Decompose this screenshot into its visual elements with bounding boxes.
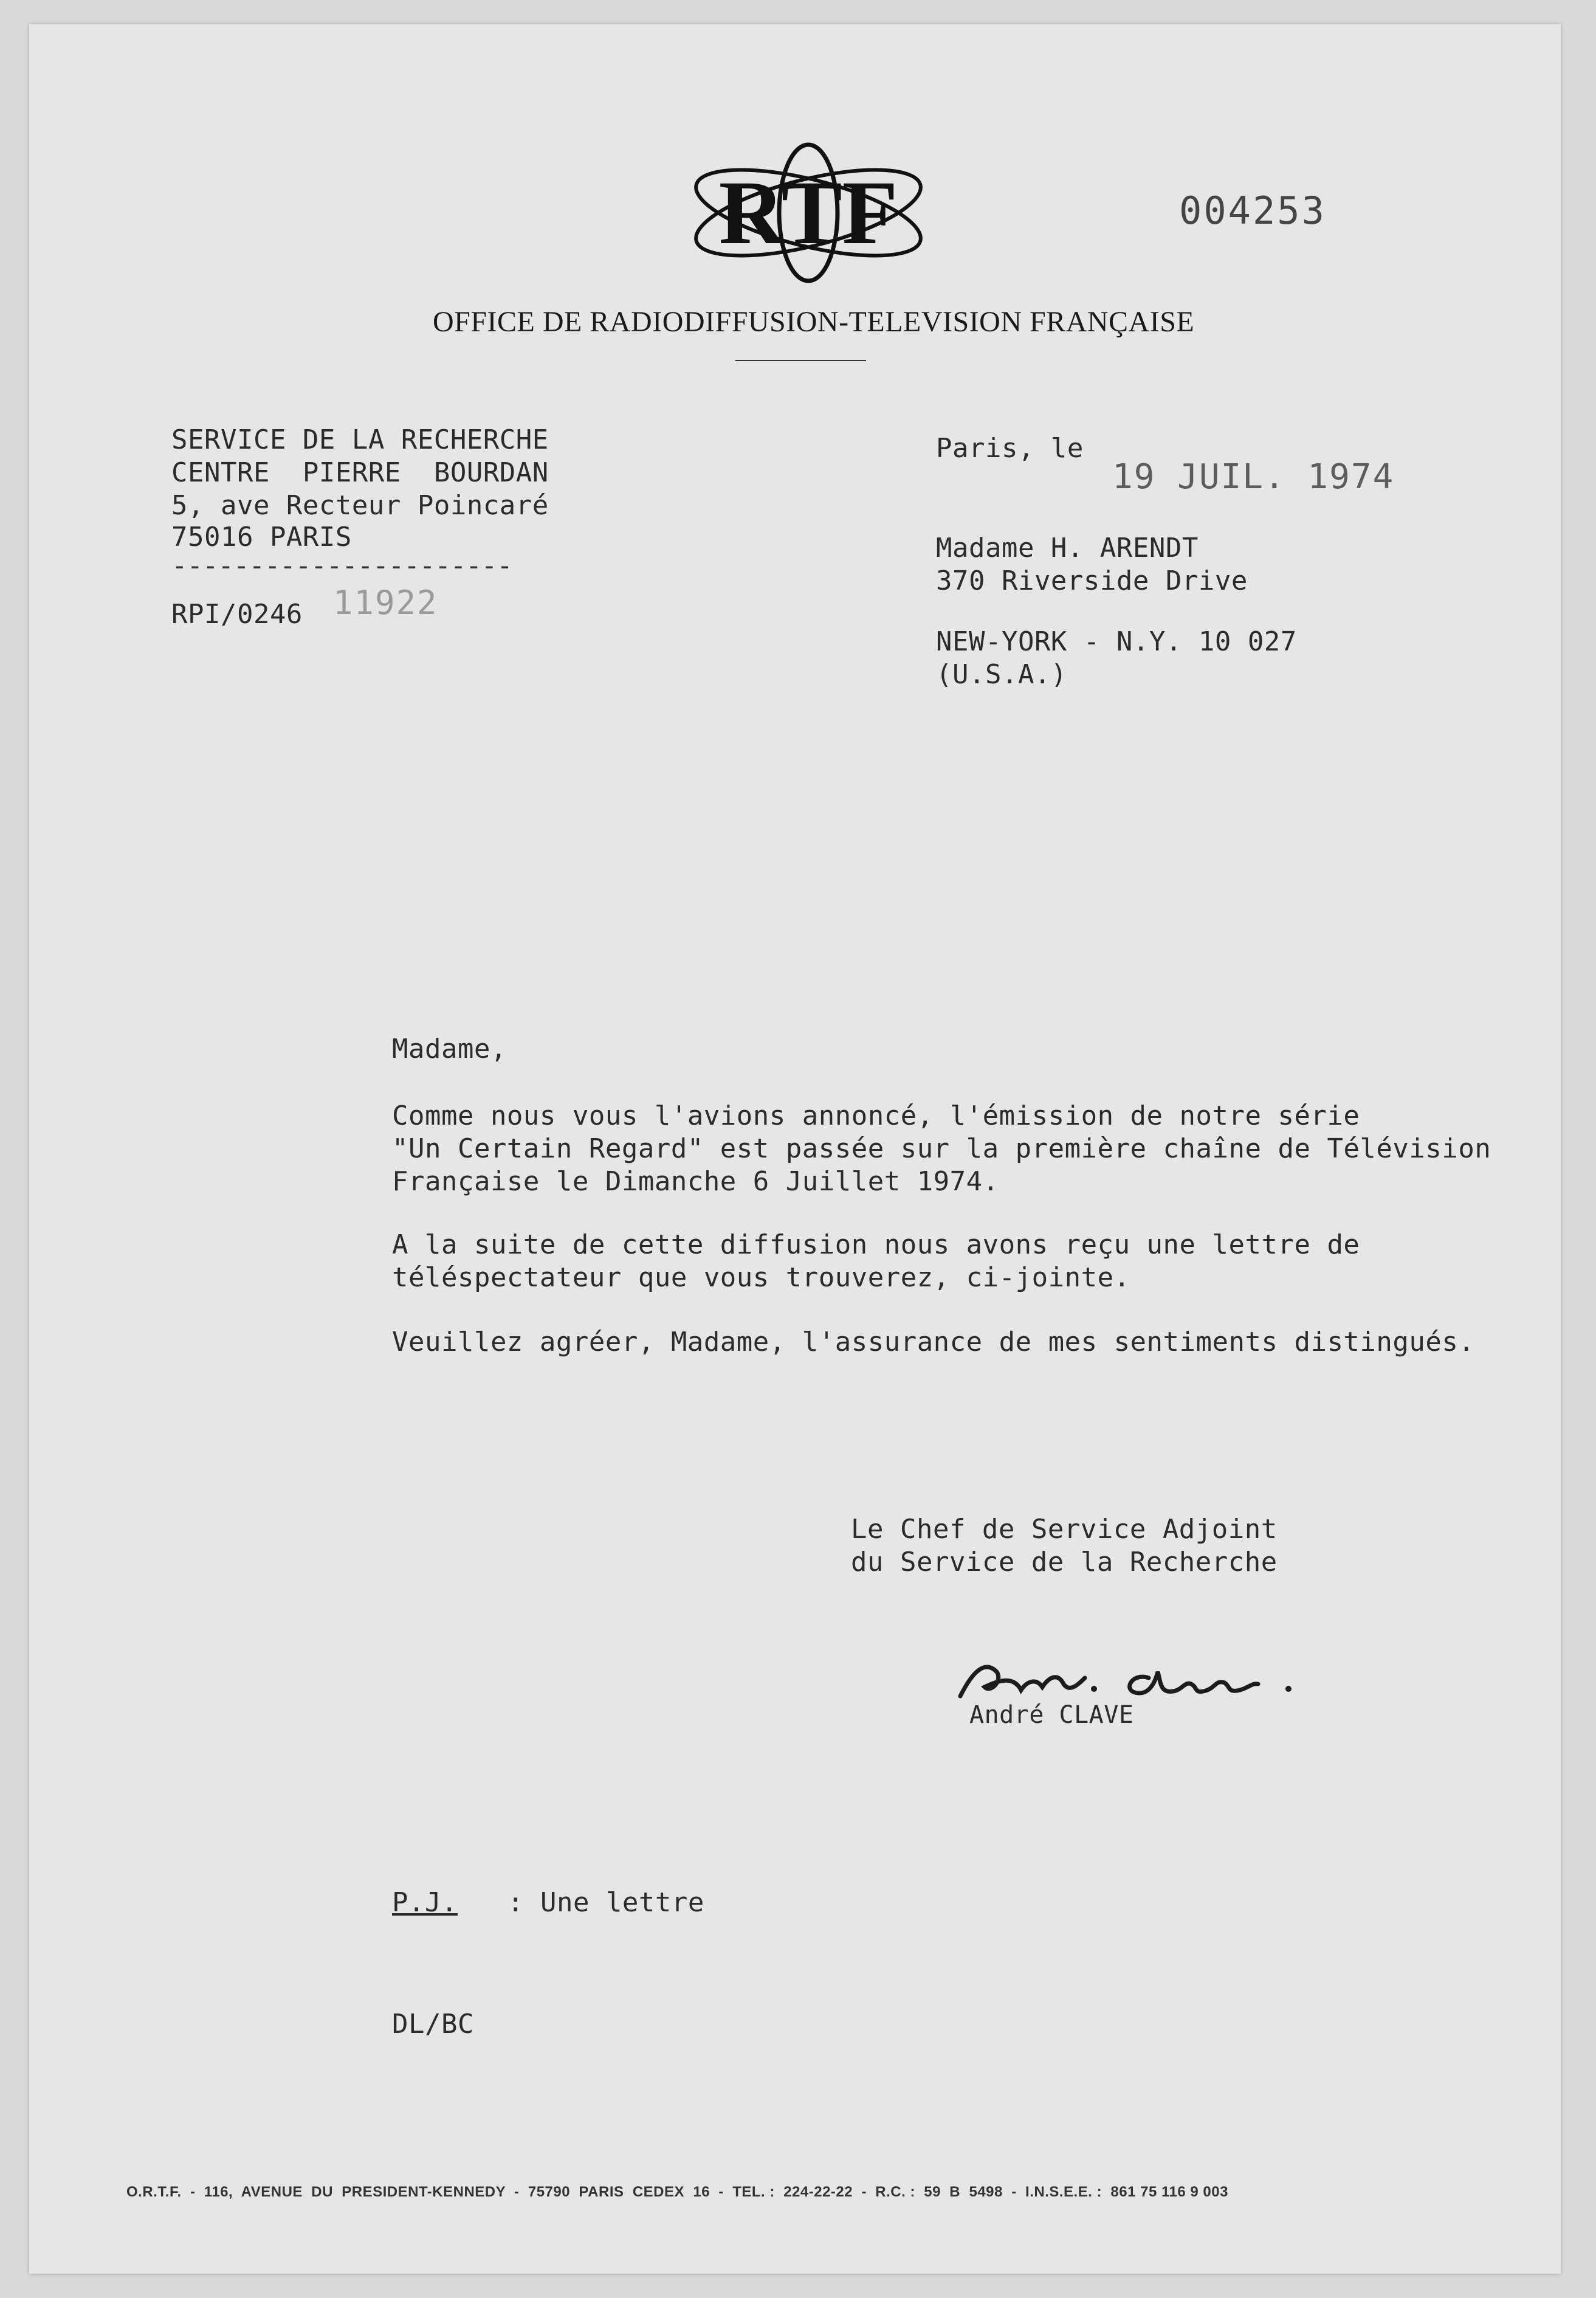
rtf-logo [681,137,936,289]
body-paragraph-1-line-1: Comme nous vous l'avions annoncé, l'émission de notre série [392,1100,1360,1131]
body-paragraph-1-line-2: "Un Certain Regard" est passée sur la première chaîne de Télévision [392,1133,1491,1164]
signer-title-line-2: du Service de la Recherche [851,1547,1278,1578]
recipient-line-1: Madame H. ARENDT [936,533,1199,564]
sender-line-1: SERVICE DE LA RECHERCHE [171,424,549,455]
enclosure-label: P.J. [392,1887,458,1918]
office-name: OFFICE DE RADIODIFFUSION-TELEVISION FRANÇAISE [433,306,1195,338]
letterhead-rule [735,360,866,361]
recipient-line-2: 370 Riverside Drive [936,565,1248,596]
signer-name: André CLAVE [969,1701,1134,1729]
body-paragraph-2-line-1: A la suite de cette diffusion nous avons reçu une lettre de [392,1229,1360,1260]
logo-text: RTF [718,162,898,263]
footer-address: O.R.T.F. - 116, AVENUE DU PRESIDENT-KENNEDY - 75790 PARIS CEDEX 16 - TEL. : 224-22-22 - R.C. : 59 B 5498 - I.N.S.E.E. : 861 75 116 9 003 [126,2184,1228,2200]
date-stamp: 19 JUIL. 1974 [1112,457,1395,497]
sender-divider: ---------------------- [171,550,512,581]
body-paragraph-3: Veuillez agréer, Madame, l'assurance de mes sentiments distingués. [392,1327,1475,1358]
sender-line-3: 5, ave Recteur Poincaré [171,490,549,521]
reference-stamp: 11922 [333,584,438,622]
sender-line-2: CENTRE PIERRE BOURDAN [171,457,549,488]
signer-title-line-1: Le Chef de Service Adjoint [851,1514,1278,1545]
sender-line-4: 75016 PARIS [171,522,352,553]
reference-code: RPI/0246 [171,599,303,630]
enclosure-text: : Une lettre [507,1887,704,1918]
body-paragraph-2-line-2: téléspectateur que vous trouverez, ci-jointe. [392,1262,1130,1293]
rtf-logo-graphic [681,137,936,289]
salutation: Madame, [392,1033,507,1064]
serial-number: 004253 [1179,188,1326,233]
recipient-line-3: NEW-YORK - N.Y. 10 027 [936,626,1297,657]
typist-initials: DL/BC [392,2009,474,2040]
body-paragraph-1-line-3: Française le Dimanche 6 Juillet 1974. [392,1166,999,1197]
date-prefix: Paris, le [936,433,1084,464]
recipient-line-4: (U.S.A.) [936,659,1067,690]
